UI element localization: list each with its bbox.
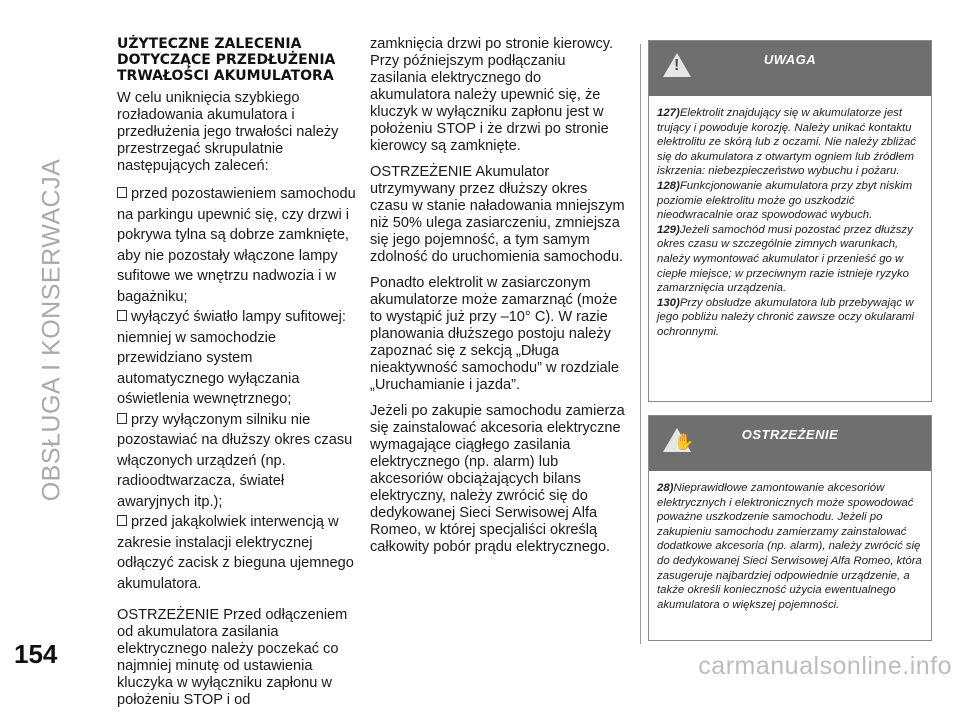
list-item-text: wyłączyć światło lampy sufitowej: niemniej w samochodzie przewidziano system automatycznego wyłączania oświetlenia wewnętrznego;: [117, 309, 346, 407]
warning-box: [648, 40, 932, 402]
column-divider: [640, 44, 641, 644]
warning-box-header: [649, 41, 931, 96]
list-item: [117, 512, 357, 594]
paragraph: OSTRZEŻENIE Akumulator utrzymywany przez dłuższy okres czasu w stanie naładowania mniejszym niż 50% ulega zasiarczeniu, zmniejsza się jego pojemność, a tym samym zdolność do uruchomienia samochodu.: [370, 164, 625, 265]
paragraph: Jeżeli po zakupie samochodu zamierza się zainstalować akcesoria elektryczne wymagające ciągłego zasilania elektrycznego (np. alarm) lub akcesoriów obciążających bilans elektryczny, należy zwrócić się do dedykowanej Sieci Serwisowej Alfa Romeo, w której specjaliści określą całkowity pobór prądu elektrycznego.: [370, 403, 625, 555]
caution-box-header: [649, 416, 931, 471]
list-item-text: przed pozostawieniem samochodu na parkingu upewnić się, czy drzwi i pokrywa tylna są dobrze zamknięte, aby nie pozostały włączone lampy sufitowe we wnętrzu nadwozia i w bagażniku;: [117, 186, 356, 305]
list-item: [117, 410, 357, 513]
caution-item-text: Nieprawidłowe zamontowanie akcesoriów elektrycznych i elektronicznych może spowodować poważne uszkodzenie samochodu. Jeżeli po zakupieniu samochodu zamierzamy zainstalować dodatkowe akcesoria (np. alarm), należy zwrócić się do dedykowanej Sieci Serwisowej Alfa Romeo, która zasugeruje najbardziej odpowiednie urządzenie, a także określi konieczność użycia ewentualnego akumulatora o większej pojemności.: [657, 482, 922, 611]
column-middle: [370, 36, 625, 565]
warning-item: [657, 106, 925, 179]
warning-item: [657, 296, 925, 340]
section-side-label: OBSŁUGA I KONSERWACJA: [37, 158, 66, 502]
paragraph: zamknięcia drzwi po stronie kierowcy. Przy późniejszym podłączaniu zasilania elektrycznego do akumulatora należy upewnić się, że kluczyk w wyłączniku zapłonu jest w położeniu STOP i że drzwi po stronie kierowcy są zamknięte.: [370, 36, 614, 154]
column-left: [117, 36, 357, 718]
checkbox-bullet-icon: [117, 413, 127, 424]
warning-item-number: 128): [657, 179, 680, 192]
exclamation-icon: !: [674, 57, 680, 74]
list-item: [117, 307, 357, 410]
warning-box-title: UWAGA: [763, 52, 817, 67]
checkbox-bullet-icon: [117, 310, 127, 321]
recommendation-list: [117, 184, 357, 594]
caution-item: [657, 481, 925, 612]
warning-box-body: [649, 96, 931, 352]
page-number: 154: [14, 639, 58, 669]
warning-paragraph: OSTRZEŻENIE Przed odłączeniem od akumulatora zasilania elektrycznego należy poczekać co najmniej minutę od ustawienia kluczyka w wyłączniku zapłonu w położeniu STOP i od: [117, 607, 348, 708]
warning-item: [657, 223, 925, 296]
checkbox-bullet-icon: [117, 187, 127, 198]
caution-box-title: OSTRZEŻENIE: [741, 427, 839, 442]
checkbox-bullet-icon: [117, 515, 127, 526]
warning-item-text: Jeżeli samochód musi pozostać przez dłuższy okres czasu w szczególnie zimnych warunkach, należy wymontować akumulator i przenieść go w ciepłe miejsce; w przeciwnym razie istnieje ryzyko zamarznięcia urządzenia.: [657, 223, 913, 295]
warning-item-number: 130): [657, 296, 680, 309]
intro-paragraph: W celu uniknięcia szybkiego rozładowania akumulatora i przedłużenia jego trwałości należy przestrzegać skrupulatnie następujących zaleceń:: [117, 90, 339, 174]
list-item: [117, 184, 357, 307]
warning-item-text: Funkcjonowanie akumulatora przy zbyt niskim poziomie elektrolitu może go uszkodzić nieodwracalnie oraz spowodować wybuch.: [657, 179, 913, 222]
warning-item-number: 129): [657, 223, 680, 236]
list-item-text: przed jakąkolwiek interwencją w zakresie instalacji elektrycznej odłączyć zacisk z bieguna ujemnego akumulatora.: [117, 514, 354, 592]
caution-box: [648, 415, 932, 641]
warning-item: [657, 179, 925, 223]
watermark-text: carmanualsonline.info: [698, 652, 952, 680]
warning-item-text: Przy obsłudze akumulatora lub przebywając w jego pobliżu należy chronić zawsze oczy okularami ochronnymi.: [657, 296, 915, 338]
caution-item-number: 28): [657, 482, 674, 494]
warning-item-number: 127): [657, 107, 680, 119]
paragraph: Ponadto elektrolit w zasiarczonym akumulatorze może zamarznąć (może to wystąpić już przy –10° C). W razie planowania dłuższego postoju należy zapoznać się z sekcją „Długa nieaktywność samochodu” w rozdziale „Uruchamianie i jazda”.: [370, 275, 620, 393]
warning-item-text: Elektrolit znajdujący się w akumulatorze jest trujący i powoduje korozję. Należy unikać kontaktu elektrolitu ze skórą lub z oczami. Nie należy zbliżać się do akumulatora z otwartym ogniem lub źródłem iskrzenia: niebezpieczeństwo wybuchu i pożaru.: [657, 107, 916, 178]
caution-box-body: [649, 471, 931, 624]
list-item-text: przy wyłączonym silniku nie pozostawiać na dłuższy okres czasu włączonych urządzeń (np. radioodtwarzacza, świateł awaryjnych itp.);: [117, 411, 353, 510]
hand-icon: ✋: [674, 434, 694, 451]
section-heading: UŻYTECZNE ZALECENIA DOTYCZĄCE PRZEDŁUŻENIA TRWAŁOŚCI AKUMULATORA: [117, 36, 336, 84]
